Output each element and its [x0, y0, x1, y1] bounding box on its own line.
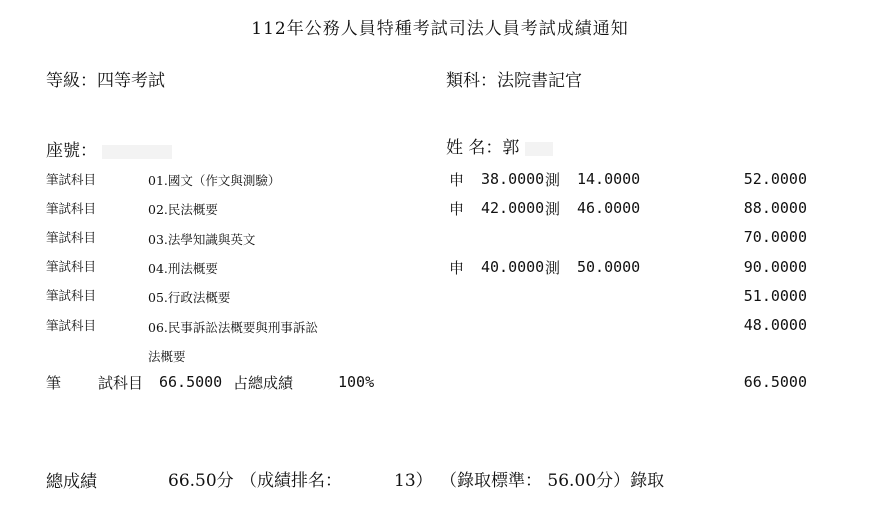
summary-label-a: 筆: [46, 374, 62, 392]
subject-name: 01.國文（作文與測驗）: [148, 173, 281, 188]
subject-name: 02.民法概要: [148, 202, 218, 217]
test-score: 14.0000: [577, 170, 641, 188]
essay-score: 38.0000: [481, 170, 545, 188]
test-score: 50.0000: [577, 258, 641, 276]
essay-prefix: 申: [449, 171, 465, 189]
rank-value: 13）: [394, 471, 433, 491]
test-score: 46.0000: [577, 199, 641, 217]
essay-score: 40.0000: [481, 258, 545, 276]
subject-total: 90.0000: [743, 258, 807, 276]
exam-level: 等級：四等考試: [46, 71, 165, 91]
redacted-seat-value: [102, 145, 172, 159]
subject-name: 03.法學知識與英文: [148, 232, 256, 247]
subject-type: 筆試科目: [46, 230, 97, 245]
subject-total: 88.0000: [743, 199, 807, 217]
total-score: 66.50分: [168, 471, 234, 491]
total-label: 總成績: [46, 472, 97, 492]
exam-category: 類科：法院書記官: [446, 71, 582, 91]
subject-name-continued: 法概要: [148, 349, 186, 364]
candidate-name: [446, 133, 553, 158]
subject-type: 筆試科目: [46, 259, 97, 274]
subject-type: 筆試科目: [46, 318, 97, 333]
seat-label: 座號：: [46, 141, 97, 161]
summary-average: 66.5000: [159, 373, 223, 391]
essay-prefix: 申: [449, 259, 465, 277]
weight-value: 100%: [338, 373, 375, 391]
subject-name: 05.行政法概要: [148, 290, 231, 305]
essay-score: 42.0000: [481, 199, 545, 217]
subject-total: 70.0000: [743, 228, 807, 246]
seat-number: [46, 136, 172, 161]
name-label: 姓 名：郭: [446, 138, 520, 158]
page-title: 112年公務人員特種考試司法人員考試成績通知: [251, 19, 629, 39]
subject-type: 筆試科目: [46, 288, 97, 303]
rank-label: （成績排名：: [240, 471, 342, 491]
weight-label: 占總成績: [233, 374, 294, 392]
admission-standard: （錄取標準： 56.00分）錄取: [440, 471, 665, 491]
subject-type: 筆試科目: [46, 201, 97, 216]
subject-name: 04.刑法概要: [148, 261, 218, 276]
test-prefix: 測: [545, 259, 561, 277]
summary-score: 66.5000: [743, 373, 807, 391]
subject-total: 52.0000: [743, 170, 807, 188]
subject-type: 筆試科目: [46, 172, 97, 187]
subject-total: 48.0000: [743, 316, 807, 334]
subject-total: 51.0000: [743, 287, 807, 305]
test-prefix: 測: [545, 200, 561, 218]
test-prefix: 測: [545, 171, 561, 189]
essay-prefix: 申: [449, 200, 465, 218]
redacted-name-value: [525, 142, 553, 156]
summary-label-b: 試科目: [98, 374, 144, 392]
subject-name: 06.民事訴訟法概要與刑事訴訟: [148, 320, 318, 335]
